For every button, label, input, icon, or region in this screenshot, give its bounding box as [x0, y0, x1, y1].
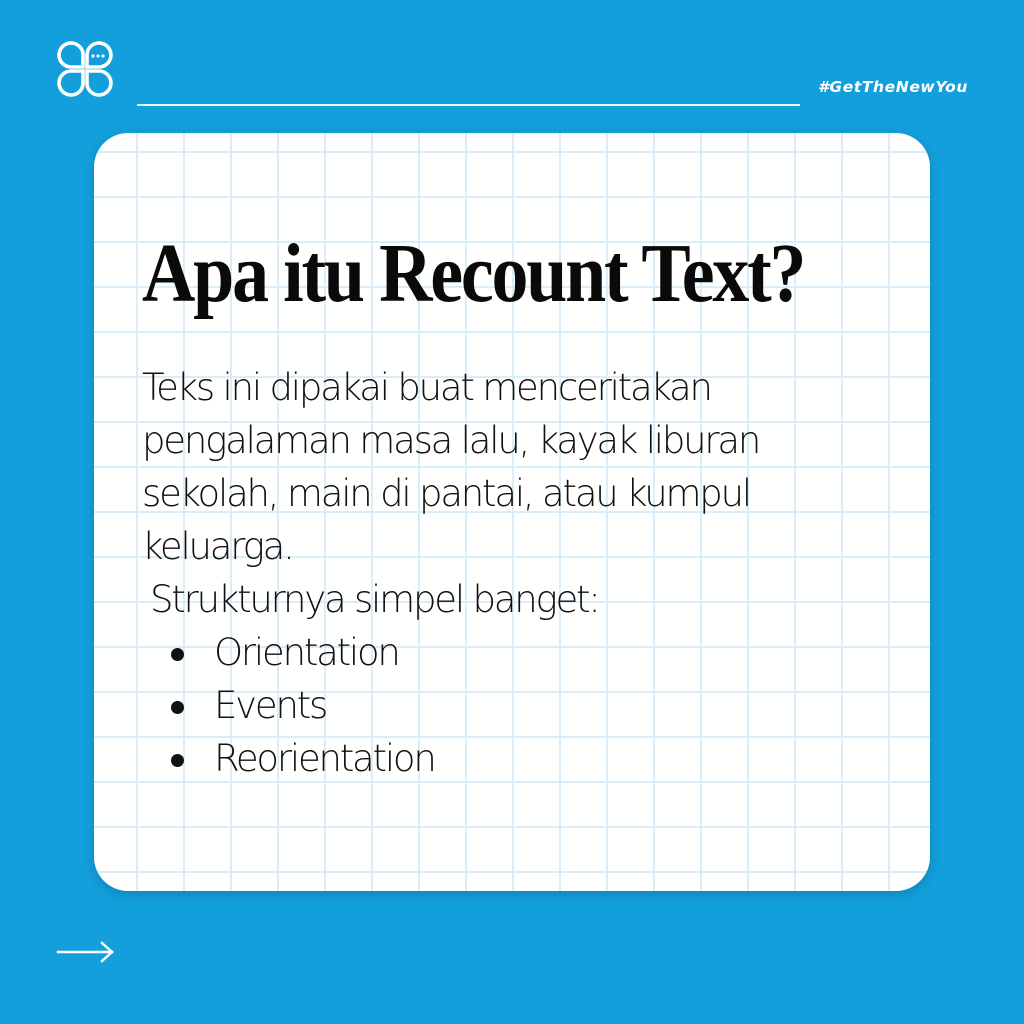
- header-divider: [137, 104, 800, 106]
- structure-intro: Strukturnya simpel banget:: [150, 578, 599, 621]
- list-item: [142, 679, 822, 732]
- arrow-right-icon[interactable]: [56, 940, 116, 964]
- list-item-label: Events: [214, 684, 327, 727]
- list-item: [142, 626, 822, 679]
- bullet-icon: [171, 648, 184, 661]
- body-line: keluarga.: [142, 525, 293, 568]
- bullet-icon: [171, 701, 184, 714]
- list-item-label: Reorientation: [214, 737, 435, 780]
- hashtag-label: #GetTheNewYou: [818, 78, 969, 96]
- body-line: pengalaman masa lalu, kayak liburan: [142, 419, 760, 462]
- structure-list: [142, 626, 822, 785]
- content-card: [94, 133, 930, 891]
- list-item-label: Orientation: [214, 631, 399, 674]
- card-body: [142, 361, 822, 785]
- body-line: Teks ini dipakai buat menceritakan: [142, 366, 711, 409]
- body-line: sekolah, main di pantai, atau kumpul: [142, 472, 750, 515]
- clover-chat-logo-icon: [55, 40, 115, 98]
- card-title: Apa itu Recount Text?: [142, 227, 805, 320]
- list-item: [142, 732, 822, 785]
- bullet-icon: [171, 754, 184, 767]
